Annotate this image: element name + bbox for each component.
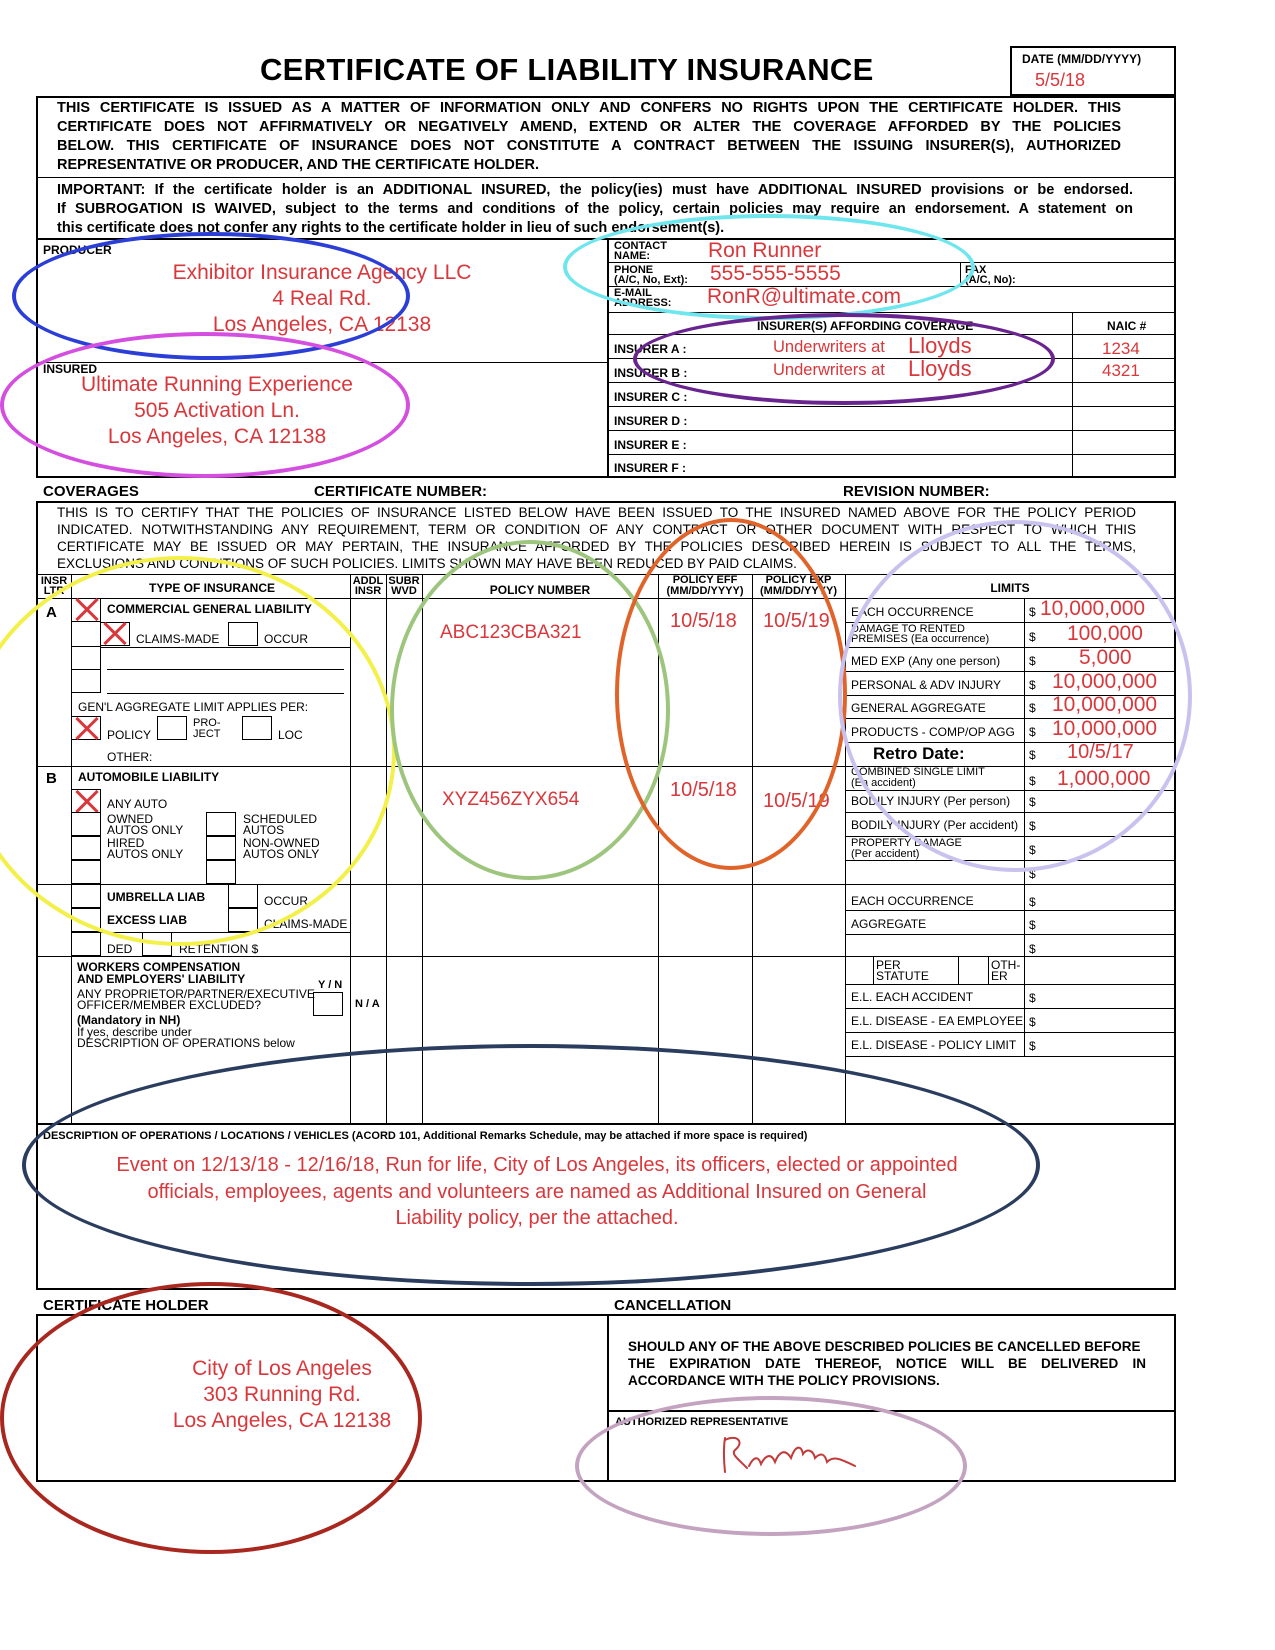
excess-label: EXCESS LIAB <box>107 913 188 927</box>
policy-exp-header: POLICY EXP (MM/DD/YYYY) <box>760 574 837 597</box>
addl-insr-header: ADDL INSR <box>352 575 384 597</box>
certificate-holder-label: CERTIFICATE HOLDER <box>43 1297 209 1314</box>
insurer-a-prefix[interactable]: Underwriters at <box>773 338 885 356</box>
divider <box>607 430 1175 431</box>
limits-header: LIMITS <box>990 581 1030 595</box>
subr-wvd-header: SUBR WVD <box>388 575 420 597</box>
limit-damage-rented-value[interactable]: 100,000 <box>1067 622 1143 645</box>
insurer-a-naic[interactable]: 1234 <box>1102 339 1140 358</box>
dollar-sign: $ <box>1029 991 1036 1005</box>
limit-med-exp-value[interactable]: 5,000 <box>1079 646 1132 669</box>
fax-label: FAX (A/C, No): <box>965 264 1016 286</box>
dollar-sign: $ <box>1029 942 1036 956</box>
producer-label: PRODUCER <box>43 243 112 257</box>
email-value[interactable]: RonR@ultimate.com <box>707 285 902 308</box>
insurer-f-label: INSURER F : <box>614 461 686 475</box>
contact-name[interactable]: Ron Runner <box>708 239 822 262</box>
ded-checkbox[interactable] <box>71 932 101 956</box>
el-disease-employee-label: E.L. DISEASE - EA EMPLOYEE <box>851 1014 1024 1028</box>
scheduled-autos-label: SCHEDULED AUTOS <box>243 812 318 837</box>
divider <box>845 574 846 1124</box>
date-label: DATE (MM/DD/YYYY) <box>1022 52 1142 66</box>
ded-label: DED <box>107 942 133 956</box>
divider <box>107 693 344 694</box>
policy-number-header: POLICY NUMBER <box>489 583 591 597</box>
limit-damage-rented-label: DAMAGE TO RENTED PREMISES (Ea occurrence) <box>851 623 990 645</box>
divider <box>607 1410 1175 1412</box>
phone-value[interactable]: 555-555-5555 <box>710 262 841 285</box>
insurer-d-label: INSURER D : <box>614 414 688 428</box>
dollar-sign: $ <box>1029 654 1036 668</box>
revision-number-label: REVISION NUMBER: <box>843 483 990 500</box>
divider <box>607 406 1175 407</box>
bodily-injury-person-label: BODILY INJURY (Per person) <box>851 794 1011 808</box>
workers-comp-title: WORKERS COMPENSATION AND EMPLOYERS' LIABILITY <box>77 960 246 986</box>
document-title: CERTIFICATE OF LIABILITY INSURANCE <box>260 52 874 87</box>
insurer-a-label: INSURER A : <box>614 342 687 356</box>
insr-ltr-header: INSR LTR <box>40 575 68 597</box>
coverage-statement: THIS IS TO CERTIFY THAT THE POLICIES OF INSURANCE LISTED BELOW HAVE BEEN ISSUED TO THE INSURED NAMED ABOVE FOR THE POLICY PERIOD INDICATED. NOTWITHSTANDING ANY REQUIREMENT, TERM OR CONDITION OF ANY CONTRACT OR OTHER DOCUMENT WITH RESPECT TO WHICH THIS CERTIFICATE MAY BE ISSUED OR MAY PERTAIN, THE INSURANCE AFFORDED BY THE POLICIES DESCRIBED HEREIN IS SUBJECT TO ALL THE TERMS, EXCLUSIONS AND CONDITIONS OF SUCH POLICIES. LIMITS SHOWN MAY HAVE BEEN REDUCED BY PAID CLAIMS. <box>57 505 1136 571</box>
non-owned-autos-label: NON-OWNED AUTOS ONLY <box>243 836 320 861</box>
coverages-label: COVERAGES <box>43 483 139 500</box>
occur-label: OCCUR <box>264 632 308 646</box>
divider <box>37 574 1175 575</box>
cgl-exp-date[interactable]: 10/5/19 <box>763 610 830 632</box>
umbrella-occur-label: OCCUR <box>264 894 308 908</box>
workers-describe-note: If yes, describe under DESCRIPTION OF OPERATIONS below <box>77 1025 295 1050</box>
insurer-e-label: INSURER E : <box>614 438 687 452</box>
claims-made-umbrella-checkbox[interactable] <box>228 908 258 932</box>
umbrella-each-occurrence-label: EACH OCCURRENCE <box>851 894 974 908</box>
property-damage-label: PROPERTY DAMAGE (Per accident) <box>851 837 962 860</box>
divider <box>37 362 607 363</box>
divider <box>607 334 1175 335</box>
divider <box>71 932 350 933</box>
divider <box>752 574 753 1124</box>
limit-general-aggregate-label: GENERAL AGGREGATE <box>851 701 986 715</box>
insurer-b-naic[interactable]: 4321 <box>1102 361 1140 380</box>
insurer-b-prefix[interactable]: Underwriters at <box>773 361 885 379</box>
limit-personal-adv-value[interactable]: 10,000,000 <box>1052 670 1158 693</box>
dollar-sign: $ <box>1029 843 1036 857</box>
divider <box>658 574 659 1124</box>
loc-checkbox[interactable] <box>242 716 272 740</box>
auto-blank-checkbox[interactable] <box>71 860 101 884</box>
divider <box>845 860 1175 861</box>
other-er-label: OTH- ER <box>991 958 1021 983</box>
divider <box>37 766 1175 767</box>
divider <box>845 1056 1175 1057</box>
divider <box>422 574 423 1124</box>
per-statute-label: PER STATUTE <box>876 958 929 983</box>
divider <box>37 1123 1175 1125</box>
naic-header: NAIC # <box>1107 319 1147 333</box>
umbrella-occur-checkbox[interactable] <box>228 884 258 908</box>
limit-each-occurrence-value[interactable]: 10,000,000 <box>1040 597 1146 620</box>
loc-label: LOC <box>278 728 303 742</box>
divider <box>107 669 344 670</box>
divider <box>607 312 1175 313</box>
limit-products-value[interactable]: 10,000,000 <box>1052 717 1158 740</box>
dollar-sign: $ <box>1029 867 1036 881</box>
divider <box>37 238 1175 240</box>
owned-autos-checkbox[interactable] <box>71 812 101 836</box>
cgl-blank-checkbox[interactable] <box>71 646 101 670</box>
divider <box>607 262 1175 263</box>
combined-single-limit-label: COMBINED SINGLE LIMIT (Ea accident) <box>851 766 985 789</box>
auto-blank-checkbox[interactable] <box>206 860 236 884</box>
holder-info[interactable]: City of Los Angeles 303 Running Rd. Los Angeles, CA 12138 <box>172 1357 392 1432</box>
divider <box>100 647 350 648</box>
non-owned-autos-checkbox[interactable] <box>206 836 236 860</box>
workers-question: ANY PROPRIETOR/PARTNER/EXECUTIVE OFFICER/MEMBER EXCLUDED? <box>77 987 315 1012</box>
producer-info[interactable]: Exhibitor Insurance Agency LLC 4 Real Rd. Los Angeles, CA 12138 <box>172 261 472 336</box>
divider <box>37 177 1175 178</box>
divider <box>960 262 961 286</box>
umbrella-claims-made-label: CLAIMS-MADE <box>264 917 348 931</box>
certificate-number-label: CERTIFICATE NUMBER: <box>314 483 488 500</box>
divider <box>845 1008 1175 1009</box>
project-label: PRO- JECT <box>193 717 221 740</box>
checked-x-icon <box>74 597 100 623</box>
cgl-eff-date[interactable]: 10/5/18 <box>670 610 737 632</box>
divider <box>958 956 959 984</box>
claims-made-label: CLAIMS-MADE <box>136 632 220 646</box>
email-label: E-MAIL ADDRESS: <box>614 287 672 309</box>
dollar-sign: $ <box>1029 701 1036 715</box>
divider <box>845 910 1175 911</box>
policy-eff-header: POLICY EFF (MM/DD/YYYY) <box>666 574 744 597</box>
any-auto-label: ANY AUTO <box>107 797 168 811</box>
excess-checkbox[interactable] <box>71 908 101 932</box>
other-label: OTHER: <box>107 750 153 764</box>
type-header: TYPE OF INSURANCE <box>149 581 276 595</box>
cgl-policy-number[interactable]: ABC123CBA321 <box>440 622 582 643</box>
divider <box>37 956 1175 957</box>
cancellation-label: CANCELLATION <box>614 1297 732 1314</box>
el-disease-policy-label: E.L. DISEASE - POLICY LIMIT <box>851 1038 1017 1052</box>
divider <box>607 1314 609 1482</box>
hired-autos-checkbox[interactable] <box>71 836 101 860</box>
important-text: IMPORTANT: If the certificate holder is an ADDITIONAL INSURED, the policy(ies) must have ADDITIONAL INSURED provisions or be endorsed. If SUBROGATION IS WAIVED, subject to the terms and conditions of the policy, certain policies may require an endorsement. A statement on this certificate does not confer any rights to the certificate holder in lieu of such endorsement(s). <box>57 182 1133 236</box>
limit-med-exp-label: MED EXP (Any one person) <box>851 654 1001 668</box>
cgl-title: COMMERCIAL GENERAL LIABILITY <box>107 602 312 616</box>
limit-personal-adv-label: PERSONAL & ADV INJURY <box>851 678 1002 692</box>
divider <box>37 884 1175 885</box>
insurer-b-name[interactable]: Lloyds <box>908 356 972 381</box>
divider <box>607 382 1175 383</box>
retention-label: RETENTION $ <box>179 942 259 956</box>
umbrella-checkbox[interactable] <box>71 884 101 908</box>
dollar-sign: $ <box>1029 918 1036 932</box>
cancellation-text: SHOULD ANY OF THE ABOVE DESCRIBED POLICIES BE CANCELLED BEFORE THE EXPIRATION DATE THEREOF, NOTICE WILL BE DELIVERED IN ACCORDANCE WITH THE POLICY PROVISIONS. <box>628 1339 1146 1388</box>
excluded-yn-box[interactable] <box>313 992 343 1016</box>
insured-info[interactable]: Ultimate Running Experience 505 Activation Ln. Los Angeles, CA 12138 <box>81 373 353 448</box>
divider <box>873 956 874 984</box>
auto-title: AUTOMOBILE LIABILITY <box>78 770 220 784</box>
divider <box>350 574 351 1124</box>
workers-na: N / A <box>355 998 380 1010</box>
policy-label: POLICY <box>107 728 152 742</box>
limit-general-aggregate-value[interactable]: 10,000,000 <box>1052 693 1158 716</box>
auto-eff-date[interactable]: 10/5/18 <box>670 779 737 801</box>
dollar-sign: $ <box>1029 1039 1036 1053</box>
divider <box>607 454 1175 455</box>
el-each-accident-label: E.L. EACH ACCIDENT <box>851 990 974 1004</box>
dollar-sign: $ <box>1029 819 1036 833</box>
project-checkbox[interactable] <box>157 716 187 740</box>
insurers-header: INSURER(S) AFFORDING COVERAGE <box>757 319 974 333</box>
divider <box>1024 598 1025 1056</box>
divider <box>845 984 1175 985</box>
scheduled-autos-checkbox[interactable] <box>206 812 236 836</box>
owned-autos-label: OWNED AUTOS ONLY <box>107 812 184 837</box>
divider <box>845 812 1175 813</box>
cgl-blank-checkbox[interactable] <box>71 669 101 693</box>
dollar-sign: $ <box>1029 678 1036 692</box>
divider <box>607 358 1175 359</box>
auto-insr-letter: B <box>46 770 57 787</box>
insured-label: INSURED <box>43 362 98 376</box>
mandatory-nh: (Mandatory in NH) <box>77 1013 181 1027</box>
dollar-sign: $ <box>1029 725 1036 739</box>
description-label: DESCRIPTION OF OPERATIONS / LOCATIONS / VEHICLES (ACORD 101, Additional Remarks Schedule, may be attached if more space is required) <box>43 1130 808 1142</box>
contact-name-label: CONTACT NAME: <box>614 240 667 262</box>
auto-exp-date[interactable]: 10/5/19 <box>763 790 830 812</box>
umbrella-aggregate-label: AGGREGATE <box>851 917 927 931</box>
hired-autos-label: HIRED AUTOS ONLY <box>107 836 184 861</box>
insurer-b-label: INSURER B : <box>614 366 688 380</box>
bodily-injury-accident-label: BODILY INJURY (Per accident) <box>851 818 1019 832</box>
aggregate-applies-label: GEN'L AGGREGATE LIMIT APPLIES PER: <box>78 700 309 714</box>
authorized-rep-label: AUTHORIZED REPRESENTATIVE <box>615 1416 789 1428</box>
date-value[interactable]: 5/5/18 <box>1035 70 1086 90</box>
umbrella-label: UMBRELLA LIAB <box>107 890 206 904</box>
insurer-c-label: INSURER C : <box>614 390 688 404</box>
dollar-sign: $ <box>1029 605 1036 619</box>
phone-label: PHONE (A/C, No, Ext): <box>614 264 688 286</box>
limit-products-label: PRODUCTS - COMP/OP AGG <box>851 725 1015 739</box>
retro-date-value[interactable]: 10/5/17 <box>1067 741 1134 763</box>
auto-policy-number[interactable]: XYZ456ZYX654 <box>442 789 580 810</box>
dollar-sign: $ <box>1029 630 1036 644</box>
divider <box>386 574 387 1124</box>
insurer-a-name[interactable]: Lloyds <box>908 333 972 358</box>
occur-checkbox[interactable] <box>228 622 258 646</box>
divider <box>845 934 1175 935</box>
dollar-sign: $ <box>1029 774 1036 788</box>
yn-label: Y / N <box>318 979 343 991</box>
dollar-sign: $ <box>1029 795 1036 809</box>
signature <box>715 1428 865 1480</box>
cgl-insr-letter: A <box>46 604 57 621</box>
combined-single-limit-value[interactable]: 1,000,000 <box>1057 767 1151 790</box>
retention-checkbox[interactable] <box>142 932 172 956</box>
disclaimer-text: THIS CERTIFICATE IS ISSUED AS A MATTER OF INFORMATION ONLY AND CONFERS NO RIGHTS UPON THE CERTIFICATE HOLDER. THIS CERTIFICATE DOES NOT AFFIRMATIVELY OR NEGATIVELY AMEND, EXTEND OR ALTER THE COVERAGE AFFORDED BY THE POLICIES BELOW. THIS CERTIFICATE OF INSURANCE DOES NOT CONSTITUTE A CONTRACT BETWEEN THE ISSUING INSURER(S), AUTHORIZED REPRESENTATIVE OR PRODUCER, AND THE CERTIFICATE HOLDER. <box>57 100 1121 173</box>
dollar-sign: $ <box>1029 1015 1036 1029</box>
divider <box>845 1032 1175 1033</box>
checked-x-icon <box>102 621 128 647</box>
description-text[interactable]: Event on 12/13/18 - 12/16/18, Run for life, City of Los Angeles, its officers, elected or appointed officials, employees, agents and volunteers are named as Additional Insured on General Liability policy, per the attached. <box>116 1154 958 1229</box>
checked-x-icon <box>74 716 100 742</box>
retro-date-label: Retro Date: <box>873 744 965 763</box>
dollar-sign: $ <box>1029 895 1036 909</box>
limit-each-occurrence-label: EACH OCCURRENCE <box>851 605 974 619</box>
divider <box>37 598 1175 599</box>
divider <box>988 956 989 984</box>
dollar-sign: $ <box>1029 748 1036 762</box>
